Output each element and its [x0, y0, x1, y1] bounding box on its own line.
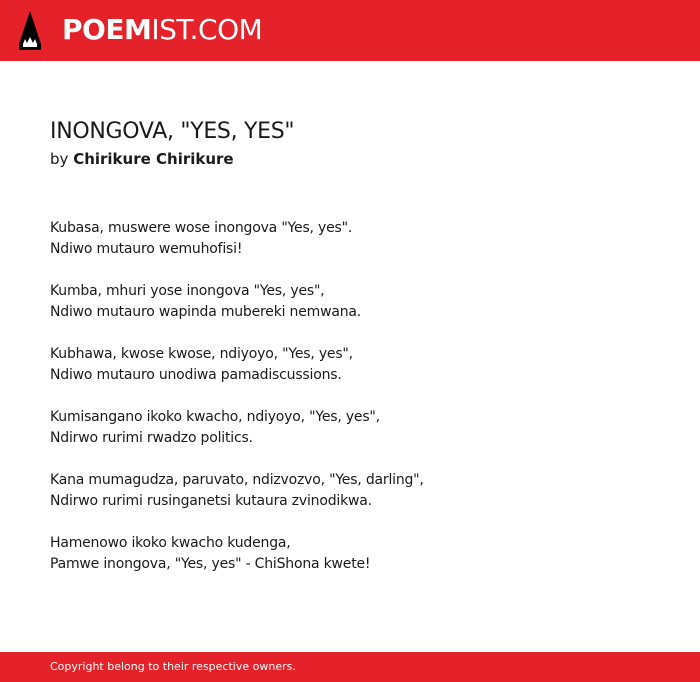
poem-line: Kumba, mhuri yose inongova "Yes, yes", — [50, 283, 325, 299]
poem-stanza — [50, 407, 670, 449]
poem-stanza — [50, 533, 670, 575]
byline-prefix: by — [50, 150, 69, 168]
pen-nib-icon[interactable] — [18, 10, 42, 52]
poem-stanza — [50, 218, 670, 260]
poem-line: Ndirwo rurimi rusinganetsi kutaura zvinodikwa. — [50, 493, 372, 509]
copyright-text: Copyright belong to their respective owners. — [50, 660, 296, 673]
site-footer — [0, 652, 700, 682]
poem-stanza — [50, 470, 670, 512]
poem-title: INONGOVA, "YES, YES" — [50, 119, 295, 144]
poem-body — [50, 218, 670, 596]
logo-bold-text: POEM — [62, 13, 152, 46]
poem-stanza — [50, 281, 670, 323]
poem-stanza — [50, 344, 670, 386]
poem-line: Kubhawa, kwose kwose, ndiyoyo, "Yes, yes", — [50, 346, 353, 362]
logo-light-text: IST.COM — [151, 13, 263, 46]
site-logo[interactable] — [62, 12, 262, 48]
poem-line: Ndirwo rurimi rwadzo politics. — [50, 430, 253, 446]
site-header — [0, 0, 700, 61]
poem-line: Pamwe inongova, "Yes, yes" - ChiShona kwete! — [50, 556, 371, 572]
poem-line: Kubasa, muswere wose inongova "Yes, yes". — [50, 220, 353, 236]
author-name: Chirikure Chirikure — [73, 150, 234, 168]
poem-line: Ndiwo mutauro wemuhofisi! — [50, 241, 243, 257]
poem-line: Kana mumagudza, paruvato, ndizvozvo, "Yes, darling", — [50, 472, 424, 488]
poem-line: Kumisangano ikoko kwacho, ndiyoyo, "Yes, yes", — [50, 409, 380, 425]
byline — [50, 148, 234, 170]
poem-line: Ndiwo mutauro wapinda mubereki nemwana. — [50, 304, 362, 320]
poem-line: Hamenowo ikoko kwacho kudenga, — [50, 535, 291, 551]
poem-line: Ndiwo mutauro unodiwa pamadiscussions. — [50, 367, 342, 383]
